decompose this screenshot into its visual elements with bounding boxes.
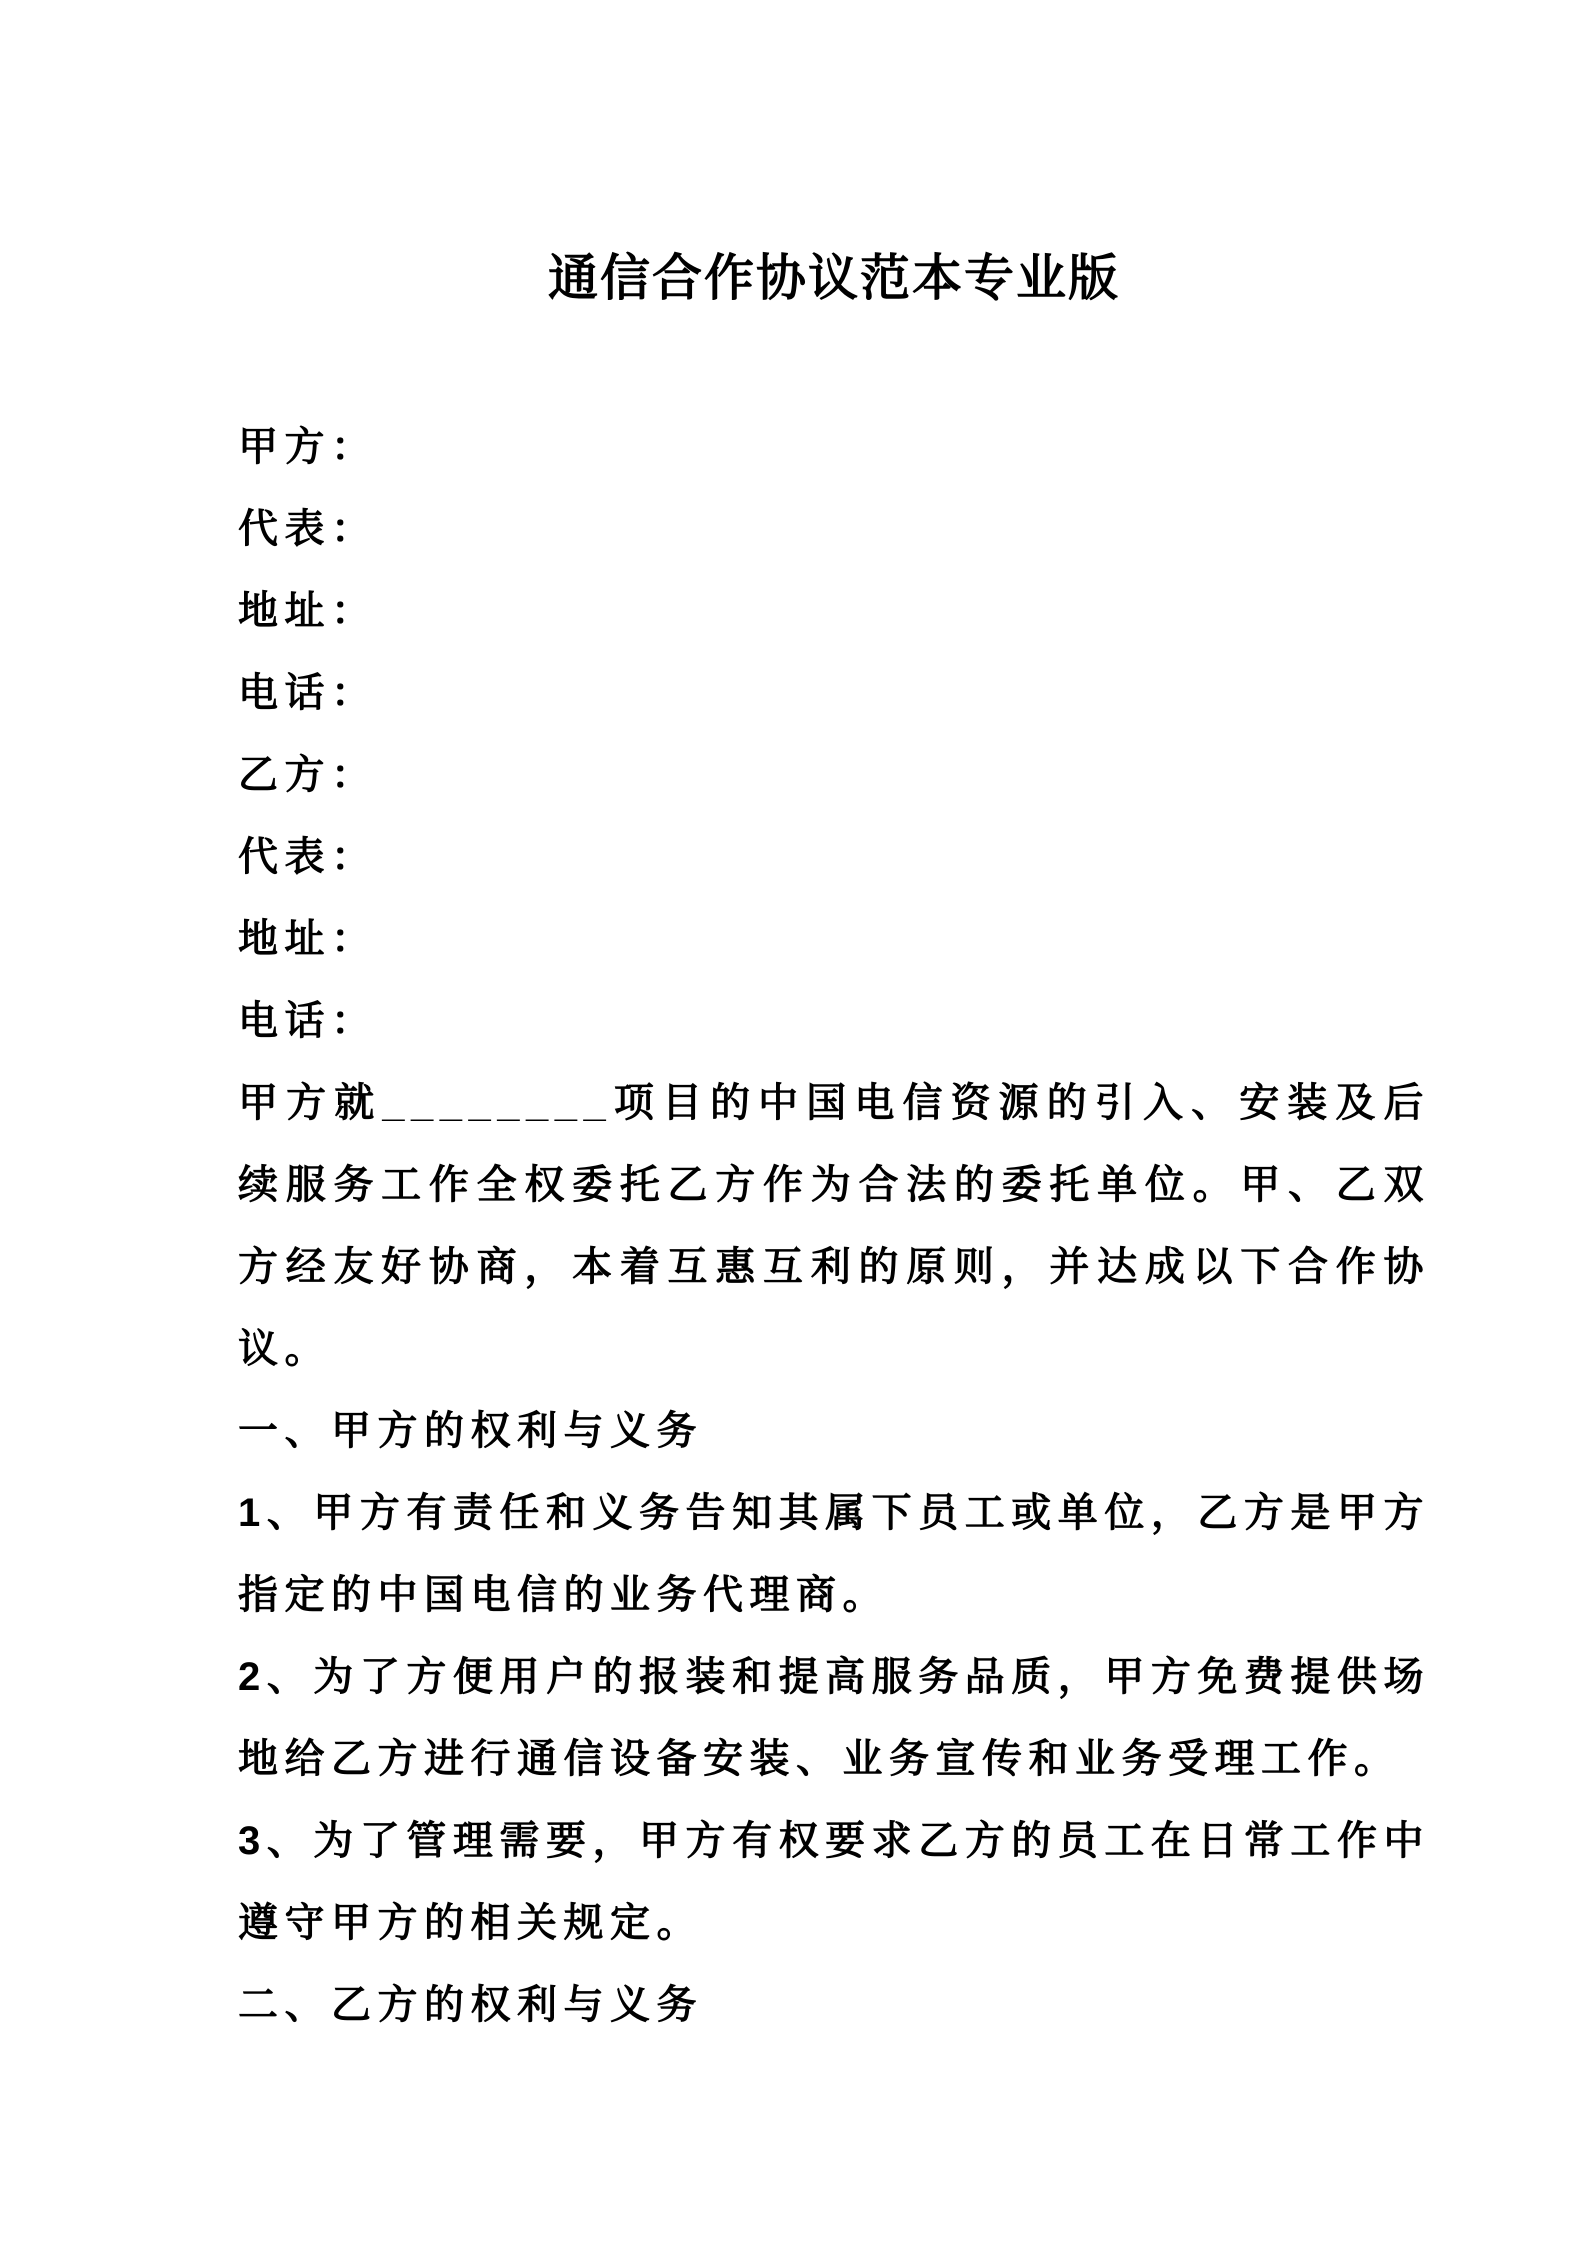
clause-1-3: 3、为了管理需要，甲方有权要求乙方的员工在日常工作中遵守甲方的相关规定。 <box>238 1819 1430 1945</box>
party-b-representative-label: 代表： <box>238 835 378 879</box>
party-a-representative-label: 代表： <box>238 507 378 551</box>
party-b-address-label: 地址： <box>238 917 378 961</box>
party-a-address-label: 地址： <box>238 589 378 633</box>
party-a-phone-label: 电话： <box>238 671 378 715</box>
section-1-heading: 一、甲方的权利与义务 <box>238 1409 703 1453</box>
page-title: 通信合作协议范本专业版 <box>548 250 1120 306</box>
clause-1-2: 2、为了方便用户的报装和提高服务品质，甲方免费提供场地给乙方进行通信设备安装、业务宣传和业务受理工作。 <box>238 1655 1430 1781</box>
section-2-heading: 二、乙方的权利与义务 <box>238 1983 703 2027</box>
party-b-phone-label: 电话： <box>238 999 378 1043</box>
clause-1-1: 1、甲方有责任和义务告知其属下员工或单位，乙方是甲方指定的中国电信的业务代理商。 <box>238 1491 1430 1617</box>
preamble-paragraph: 甲方就________项目的中国电信资源的引入、安装及后续服务工作全权委托乙方作为合法的委托单位。甲、乙双方经友好协商，本着互惠互利的原则，并达成以下合作协议。 <box>238 1081 1430 1371</box>
party-b-label: 乙方： <box>238 753 378 797</box>
party-a-label: 甲方： <box>238 425 378 469</box>
